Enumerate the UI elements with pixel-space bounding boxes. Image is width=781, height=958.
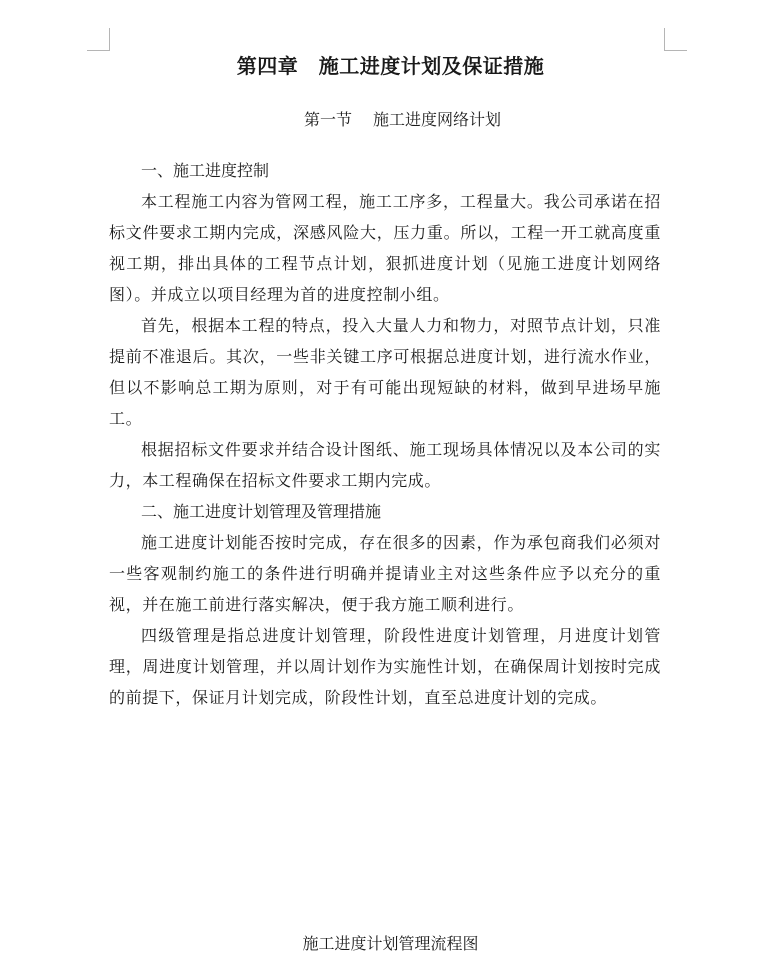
heading-progress-control: 一、施工进度控制 — [141, 161, 270, 180]
paragraph-1: 本工程施工内容为管网工程，施工工序多，工程量大。我公司承诺在招标文件要求工期内完成，深感风险大，压力重。所以，工程一开工就高度重视工期，排出具体的工程节点计划，狠抓进度计划（见施工进度计划网络图）。并成立以项目经理为首的进度控制小组。 — [109, 192, 661, 304]
crop-mark-top-left — [87, 28, 110, 51]
crop-mark-top-right — [664, 28, 687, 51]
heading-progress-management: 二、施工进度计划管理及管理措施 — [141, 502, 382, 521]
paragraph-4: 施工进度计划能否按时完成，存在很多的因素，作为承包商我们必须对一些客观制约施工的条件进行明确并提请业主对这些条件应予以充分的重视，并在施工前进行落实解决，便于我方施工顺利进行。 — [109, 533, 661, 614]
chapter-title: 第四章 施工进度计划及保证措施 — [236, 54, 545, 78]
paragraph-5: 四级管理是指总进度计划管理，阶段性进度计划管理，月进度计划管理，周进度计划管理，并以周计划作为实施性计划，在确保周计划按时完成的前提下，保证月计划完成，阶段性计划，直至总进度计划的完成。 — [109, 626, 661, 707]
flowchart-caption: 施工进度计划管理流程图 — [302, 934, 479, 953]
body-content — [109, 155, 661, 713]
section-title: 第一节 施工进度网络计划 — [303, 110, 502, 129]
paragraph-3: 根据招标文件要求并结合设计图纸、施工现场具体情况以及本公司的实力，本工程确保在招标文件要求工期内完成。 — [109, 440, 661, 490]
paragraph-2: 首先，根据本工程的特点，投入大量人力和物力，对照节点计划，只准提前不准退后。其次，一些非关键工序可根据总进度计划，进行流水作业，但以不影响总工期为原则，对于有可能出现短缺的材料，做到早进场早施工。 — [109, 316, 661, 428]
